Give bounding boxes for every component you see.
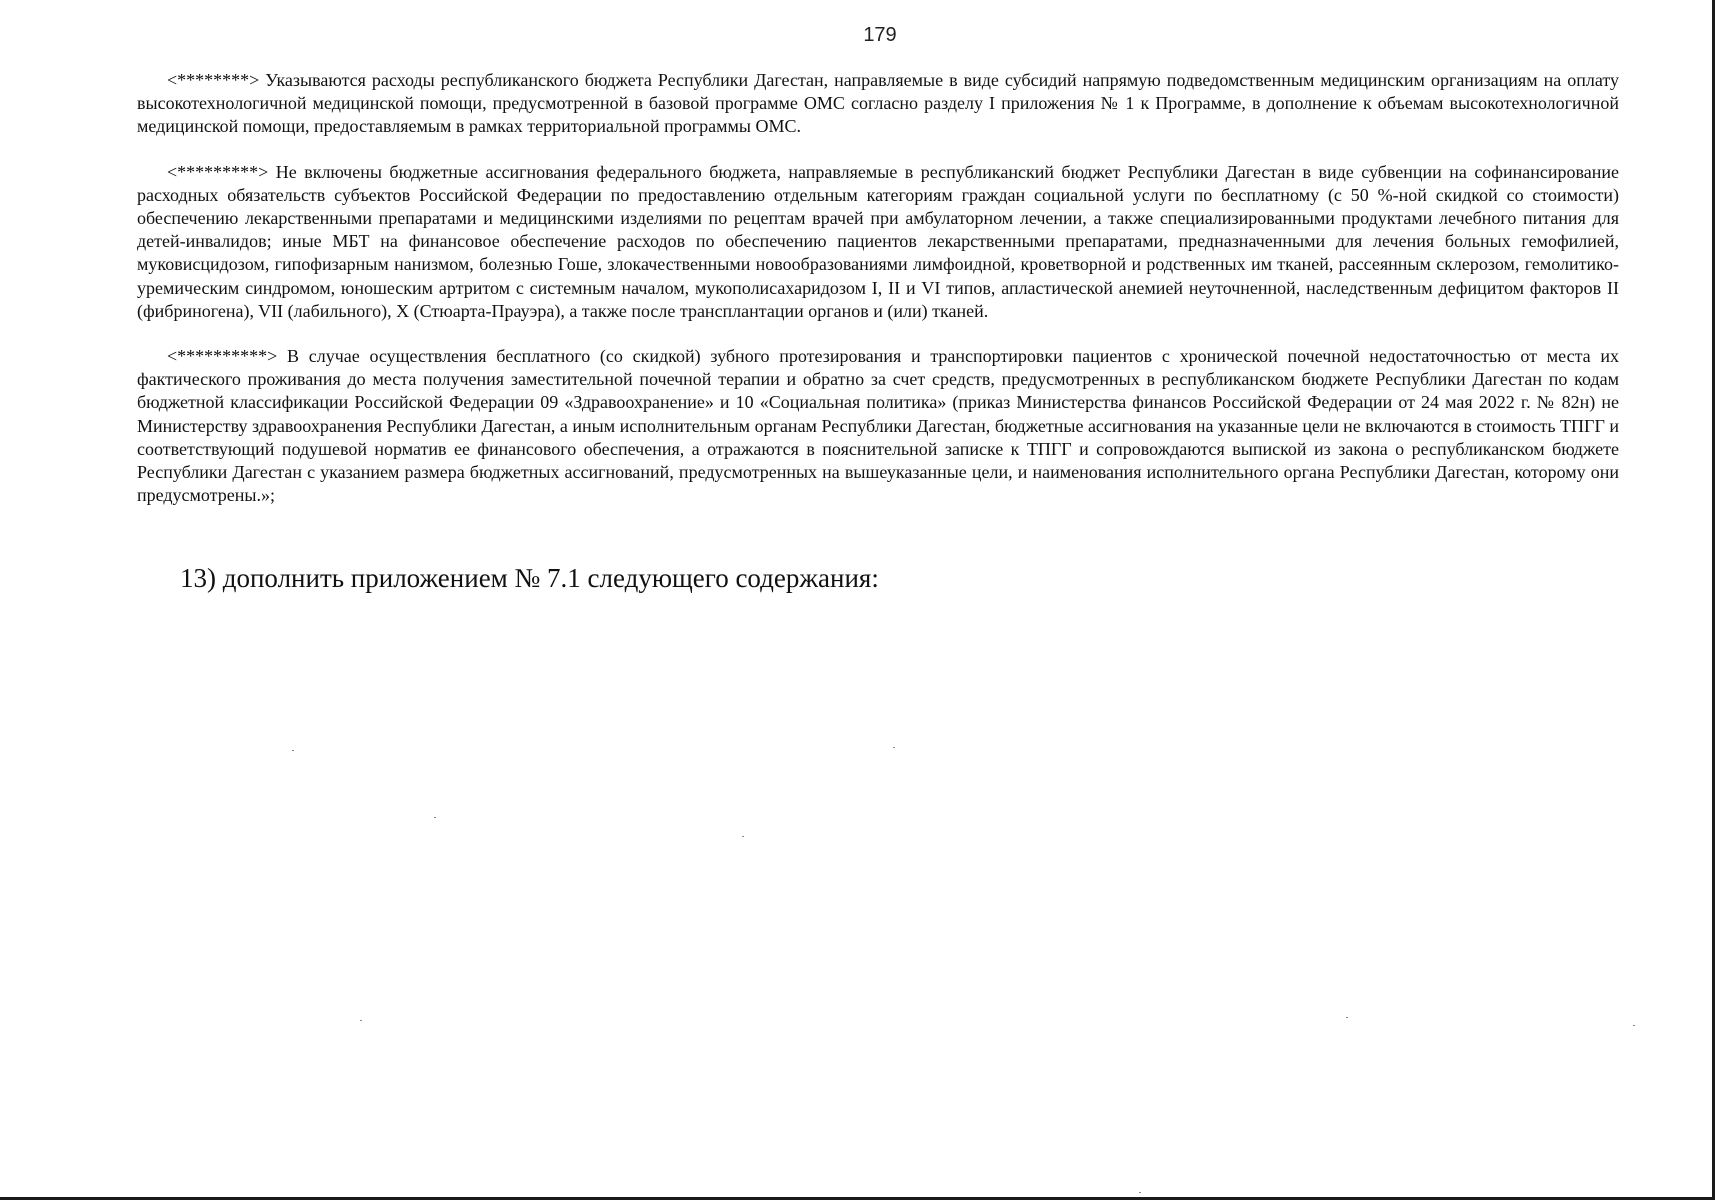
scan-speck [292,750,294,751]
scan-speck [1633,1025,1635,1026]
footnote-8-stars: <********> Указываются расходы республиканского бюджета Республики Дагестан, направляемые в виде субсидий напрямую подведомственным медицинским организациям на оплату высокотехнологичной медицинской помощи, предусмотренной в базовой программе ОМС согласно разделу I приложения № 1 к Программе, в дополнение к объемам высокотехнологичной медицинской помощи, предоставляемым в рамках территориальной программы ОМС. [137,70,1619,137]
footnote-9-stars: <*********> Не включены бюджетные ассигнования федерального бюджета, направляемые в республиканский бюджет Республики Дагестан в виде субвенции на софинансирование расходных обязательств субъектов Российской Федерации по предоставлению отдельным категориям граждан социальной услуги по бесплатному (с 50 %-ной скидкой со стоимости) обеспечению лекарственными препаратами и медицинскими изделиями по рецептам врачей при амбулаторном лечении, а также специализированными продуктами лечебного питания для детей-инвалидов; иные МБТ на финансовое обеспечение расходов по обеспечению пациентов лекарственными препаратами, предназначенными для лечения больных гемофилией, муковисцидозом, гипофизарным нанизмом, болезнью Гоше, злокачественными новообразованиями лимфоидной, кроветворной и родственных им тканей, рассеянным склерозом, гемолитико-уремическим синдромом, юношеским артритом с системным началом, мукополисахаридозом I, II и VI типов, апластической анемией неуточненной, наследственным дефицитом факторов II (фибриногена), VII (лабильного), X (Стюарта-Прауэра), а также после трансплантации органов и (или) тканей. [137,161,1619,321]
scan-speck [742,836,744,837]
scan-speck [1346,1017,1348,1018]
scan-speck [1139,1192,1141,1193]
amendment-instruction: 13) дополнить приложением № 7.1 следующего содержания: [180,563,879,593]
footnotes-section [137,69,1619,507]
page-number: 179 [863,24,897,46]
scan-speck [434,817,436,818]
footnote-10-stars: <**********> В случае осуществления бесплатного (со скидкой) зубного протезирования и транспортировки пациентов с хронической почечной недостаточностью от места их фактического проживания до места получения заместительной почечной терапии и обратно за счет средств, предусмотренных в республиканском бюджете Республики Дагестан по кодам бюджетной классификации Российской Федерации 09 «Здравоохранение» и 10 «Социальная политика» (приказ Министерства финансов Российской Федерации от 24 мая 2022 г. № 82н) не Министерству здравоохранения Республики Дагестан, а иным исполнительным органам Республики Дагестан, бюджетные ассигнования на указанные цели не включаются в стоимость ТПГГ и соответствующий подушевой норматив ее финансового обеспечения, а отражаются в пояснительной записке к ТПГГ и сопровождаются выпиской из закона о республиканском бюджете Республики Дагестан с указанием размера бюджетных ассигнований, предусмотренных на вышеуказанные цели, и наименования исполнительного органа Республики Дагестан, которому они предусмотрены.»; [137,346,1619,506]
scan-speck [893,747,895,748]
scan-speck [360,1020,362,1021]
